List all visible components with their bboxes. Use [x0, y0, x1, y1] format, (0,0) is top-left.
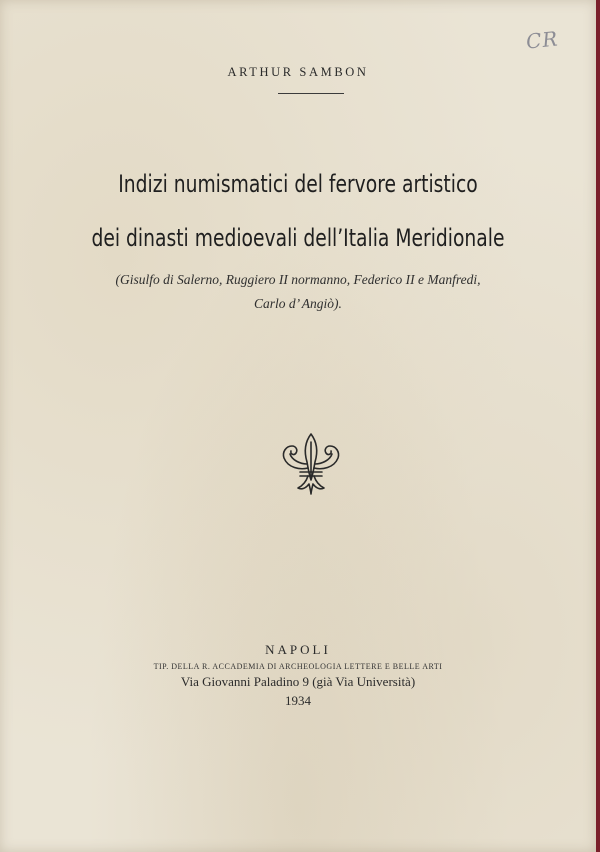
author-name: ARTHUR SAMBON [227, 65, 369, 79]
imprint-city: NAPOLI [265, 642, 331, 657]
title-line-2: dei dinasti medioevali dell’Italia Meridionale [91, 224, 505, 252]
subtitle-line-2: Carlo d’ Angiò). [254, 296, 342, 311]
subtitle-line-1: (Gisulfo di Salerno, Ruggiero II normanno, Federico II e Manfredi, [115, 272, 481, 287]
imprint-year: 1934 [285, 693, 311, 708]
title-line-1: Indizi numismatici del fervore artistico [118, 170, 478, 198]
imprint-printer: TIP. DELLA R. ACCADEMIA DI ARCHEOLOGIA LETTERE E BELLE ARTI [153, 662, 443, 671]
author-divider [278, 93, 344, 94]
imprint-address: Via Giovanni Paladino 9 (già Via Università) [180, 674, 416, 689]
pencil-annotation: CR [524, 26, 560, 54]
page-edge [596, 0, 600, 852]
fleur-de-lis-icon [278, 428, 344, 496]
